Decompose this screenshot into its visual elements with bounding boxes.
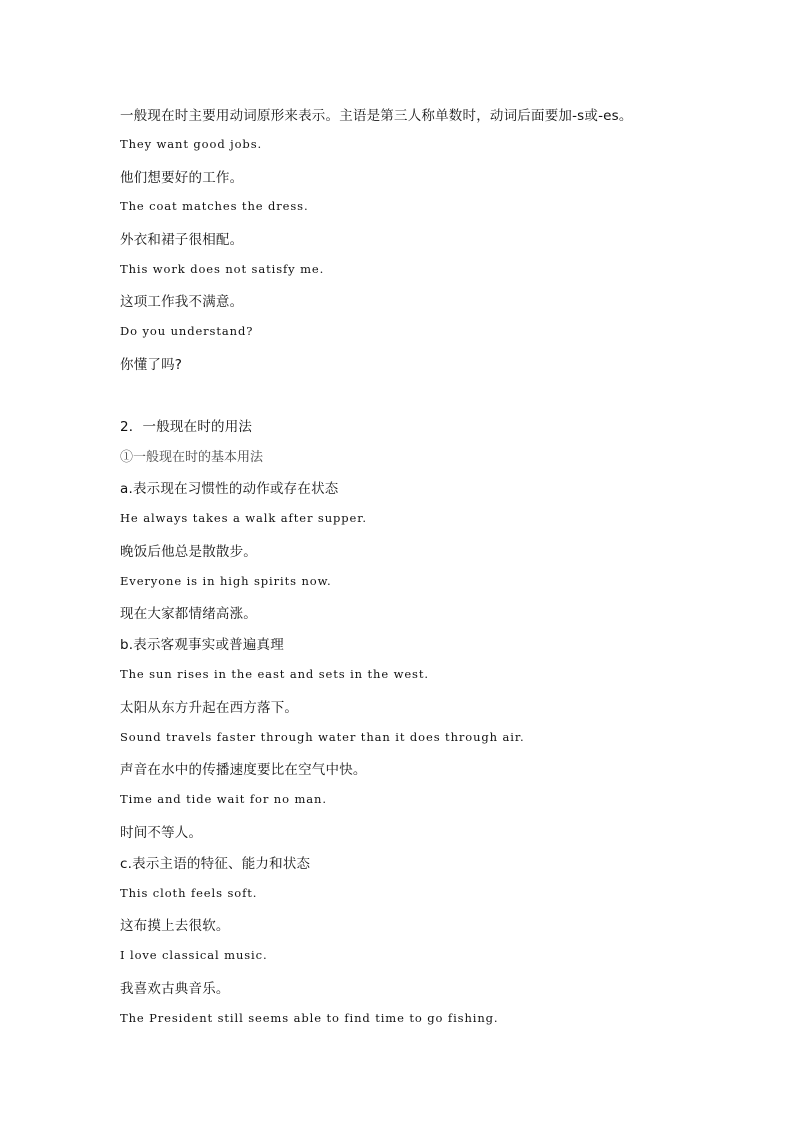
example-translation: 太阳从东方升起在西方落下。	[120, 700, 299, 716]
example-translation: 外衣和裙子很相配。	[120, 232, 244, 248]
example-translation: 这布摸上去很软。	[120, 918, 230, 934]
example-translation: 声音在水中的传播速度要比在空气中快。	[120, 762, 367, 778]
example-translation: 你懂了吗?	[120, 357, 183, 373]
example-english: I love classical music.	[120, 948, 268, 962]
usage-group-title: c.表示主语的特征、能力和状态	[120, 856, 311, 872]
example-english: They want good jobs.	[120, 137, 263, 151]
grammar-rule-text: 一般现在时主要用动词原形来表示。主语是第三人称单数时，动词后面要加-s或-es。	[120, 108, 633, 124]
example-translation: 现在大家都情绪高涨。	[120, 606, 257, 622]
example-translation: 这项工作我不满意。	[120, 294, 244, 310]
example-translation: 时间不等人。	[120, 825, 203, 841]
example-translation: 晚饭后他总是散散步。	[120, 544, 257, 560]
example-english: The President still seems able to find time to go fishing.	[120, 1011, 499, 1025]
example-english: The coat matches the dress.	[120, 199, 309, 213]
usage-group-title: b.表示客观事实或普遍真理	[120, 637, 284, 653]
example-english: Sound travels faster through water than it does through air.	[120, 730, 525, 744]
example-english: This cloth feels soft.	[120, 886, 258, 900]
example-english: Time and tide wait for no man.	[120, 792, 327, 806]
example-english: Do you understand?	[120, 324, 254, 338]
example-translation: 我喜欢古典音乐。	[120, 981, 230, 997]
section-subheading: ①一般现在时的基本用法	[120, 450, 264, 465]
example-english: He always takes a walk after supper.	[120, 511, 367, 525]
section-heading: 2．一般现在时的用法	[120, 419, 253, 435]
example-english: Everyone is in high spirits now.	[120, 574, 332, 588]
example-translation: 他们想要好的工作。	[120, 170, 244, 186]
example-english: The sun rises in the east and sets in the west.	[120, 667, 429, 681]
example-english: This work does not satisfy me.	[120, 262, 325, 276]
usage-group-title: a.表示现在习惯性的动作或存在状态	[120, 481, 339, 497]
